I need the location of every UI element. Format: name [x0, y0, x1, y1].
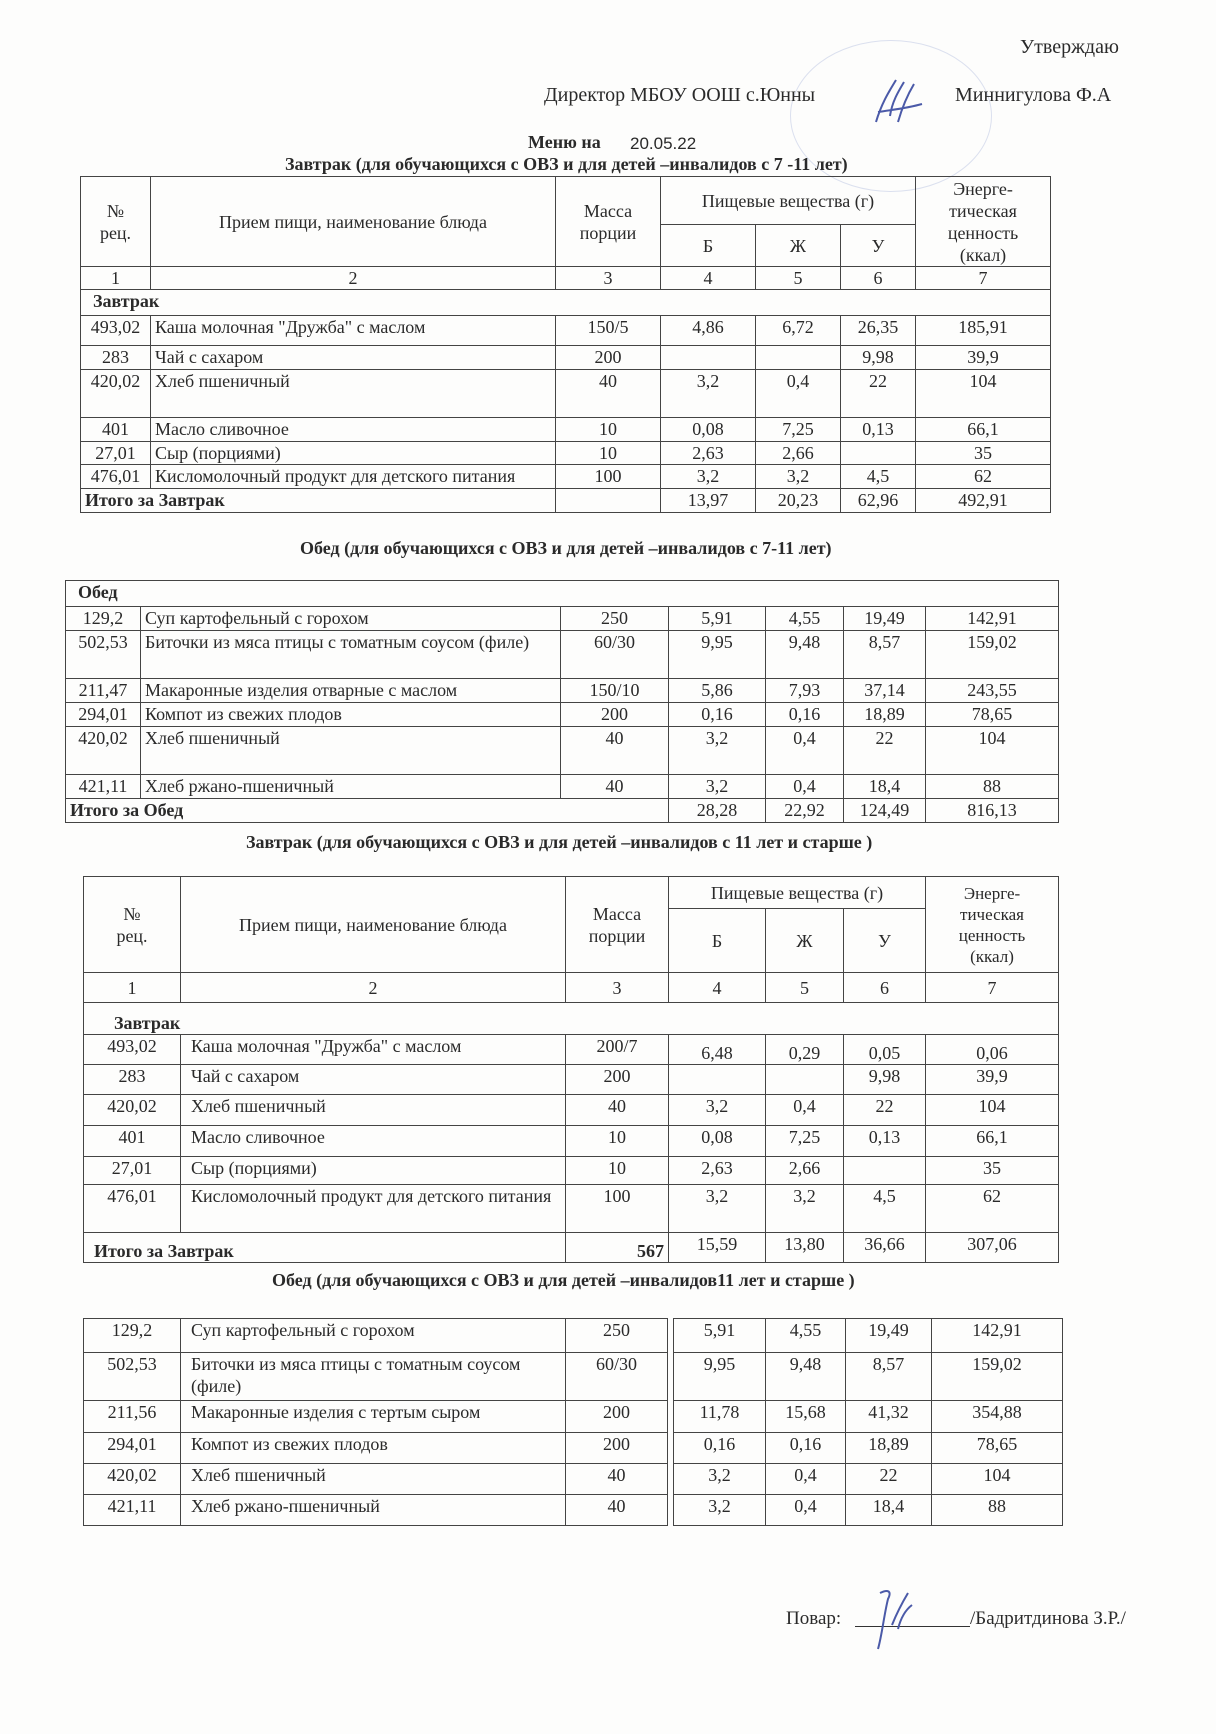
table-row: 211,56 Макаронные изделия с тертым сыром 200	[84, 1401, 668, 1433]
table-row: 3,2 0,4 18,4 88	[674, 1495, 1063, 1526]
table-row: 420,02 Хлеб пшеничный 40 3,2 0,4 22 104	[81, 370, 1051, 418]
section-title-breakfast-11plus: Завтрак (для обучающихся с ОВЗ и для детей –инвалидов с 11 лет и старше )	[246, 832, 873, 852]
director-title: Директор МБОУ ООШ с.Юнны	[544, 84, 816, 106]
table-row: 493,02 Каша молочная "Дружба" с маслом 150/5 4,86 6,72 26,35 185,91	[81, 316, 1051, 346]
col-header-mass: Масса порции	[556, 177, 661, 267]
table-row: 27,01 Сыр (порциями) 10 2,63 2,66 35	[81, 442, 1051, 465]
column-index-row: 1 2 3 4 5 6 7	[81, 267, 1051, 290]
col-header-num: № рец.	[81, 177, 151, 267]
menu-date: 20.05.22	[630, 134, 697, 153]
cook-signature-icon	[870, 1585, 920, 1655]
table-row: 11,78 15,68 41,32 354,88	[674, 1401, 1063, 1433]
section-title-breakfast-7-11: Завтрак (для обучающихся с ОВЗ и для детей –инвалидов с 7 -11 лет)	[285, 154, 848, 174]
col-header-zh: Ж	[766, 909, 844, 973]
table-row: 401 Масло сливочное 10 0,08 7,25 0,13 66,1	[81, 418, 1051, 442]
table-row: 420,02 Хлеб пшеничный 40	[84, 1464, 668, 1495]
col-header-nutrients: Пищевые вещества (г)	[661, 177, 916, 225]
col-header-name: Прием пищи, наименование блюда	[151, 177, 556, 267]
col-header-u: У	[844, 909, 926, 973]
table-row: 3,2 0,4 22 104	[674, 1464, 1063, 1495]
col-header-b: Б	[669, 909, 766, 973]
breakfast-7-11-table	[80, 176, 1051, 513]
table-row: 5,91 4,55 19,49 142,91	[674, 1319, 1063, 1353]
table-row: 9,95 9,48 8,57 159,02	[674, 1353, 1063, 1401]
col-header-b: Б	[661, 225, 756, 267]
section-title-lunch-11plus: Обед (для обучающихся с ОВЗ и для детей –инвалидов11 лет и старше )	[272, 1270, 855, 1290]
table-row: 420,02 Хлеб пшеничный 40 3,2 0,4 22 104	[66, 727, 1059, 775]
table-row: 502,53 Биточки из мяса птицы с томатным соусом (филе) 60/30 9,95 9,48 8,57 159,02	[66, 631, 1059, 679]
table-row: 294,01 Компот из свежих плодов 200	[84, 1433, 668, 1464]
approval-label: Утверждаю	[1020, 36, 1119, 58]
table-row: 211,47 Макаронные изделия отварные с маслом 150/10 5,86 7,93 37,14 243,55	[66, 679, 1059, 703]
col-header-name: Прием пищи, наименование блюда	[181, 877, 566, 973]
table-row: 27,01 Сыр (порциями) 10 2,63 2,66 35	[84, 1157, 1059, 1185]
director-name: Миннигулова Ф.А	[955, 84, 1112, 106]
table-row: 502,53 Биточки из мяса птицы с томатным соусом (филе) 60/30	[84, 1353, 668, 1401]
group-label: Завтрак	[84, 1003, 1059, 1035]
col-header-zh: Ж	[756, 225, 841, 267]
lunch-11plus-table-right	[673, 1318, 1063, 1526]
lunch-11plus-table-left	[83, 1318, 668, 1526]
breakfast-11plus-table	[83, 876, 1059, 1263]
table-row: 0,16 0,16 18,89 78,65	[674, 1433, 1063, 1464]
total-row: Итого за Обед 28,28 22,92 124,49 816,13	[66, 799, 1059, 823]
col-header-energy: Энерге- тическая ценность (ккал)	[916, 177, 1051, 267]
table-row: 283 Чай с сахаром 200 9,98 39,9	[81, 346, 1051, 370]
lunch-7-11-table	[65, 580, 1059, 823]
col-header-energy: Энерге- тическая ценность (ккал)	[926, 877, 1059, 973]
director-signature-icon	[868, 72, 928, 132]
table-row: 476,01 Кисломолочный продукт для детского питания 100 3,2 3,2 4,5 62	[84, 1185, 1059, 1233]
col-header-num: № рец.	[84, 877, 181, 973]
group-label: Завтрак	[81, 290, 1051, 316]
group-label: Обед	[66, 581, 1059, 607]
table-row: 294,01 Компот из свежих плодов 200 0,16 0,16 18,89 78,65	[66, 703, 1059, 727]
table-row: 129,2 Суп картофельный с горохом 250 5,91 4,55 19,49 142,91	[66, 607, 1059, 631]
table-row: 421,11 Хлеб ржано-пшеничный 40	[84, 1495, 668, 1526]
table-row: 129,2 Суп картофельный с горохом 250	[84, 1319, 668, 1353]
table-row: 401 Масло сливочное 10 0,08 7,25 0,13 66,1	[84, 1126, 1059, 1157]
section-title-lunch-7-11: Обед (для обучающихся с ОВЗ и для детей –инвалидов с 7-11 лет)	[300, 538, 832, 558]
table-row: 421,11 Хлеб ржано-пшеничный 40 3,2 0,4 18,4 88	[66, 775, 1059, 799]
table-row: 493,02 Каша молочная "Дружба" с маслом 200/7 6,48 0,29 0,05 0,06	[84, 1035, 1059, 1065]
menu-title: Меню на	[528, 132, 601, 152]
total-row: Итого за Завтрак 13,97 20,23 62,96 492,91	[81, 489, 1051, 513]
total-row: Итого за Завтрак 567 15,59 13,80 36,66 307,06	[84, 1233, 1059, 1263]
table-row: 476,01 Кисломолочный продукт для детского питания 100 3,2 3,2 4,5 62	[81, 465, 1051, 489]
table-row: 420,02 Хлеб пшеничный 40 3,2 0,4 22 104	[84, 1095, 1059, 1126]
table-row: 283 Чай с сахаром 200 9,98 39,9	[84, 1065, 1059, 1095]
col-header-u: У	[841, 225, 916, 267]
col-header-mass: Масса порции	[566, 877, 669, 973]
col-header-nutrients: Пищевые вещества (г)	[669, 877, 926, 909]
column-index-row: 1 2 3 4 5 6 7	[84, 973, 1059, 1003]
cook-label: Повар:	[786, 1608, 842, 1629]
cook-name: /Бадритдинова З.Р./	[970, 1608, 1126, 1629]
